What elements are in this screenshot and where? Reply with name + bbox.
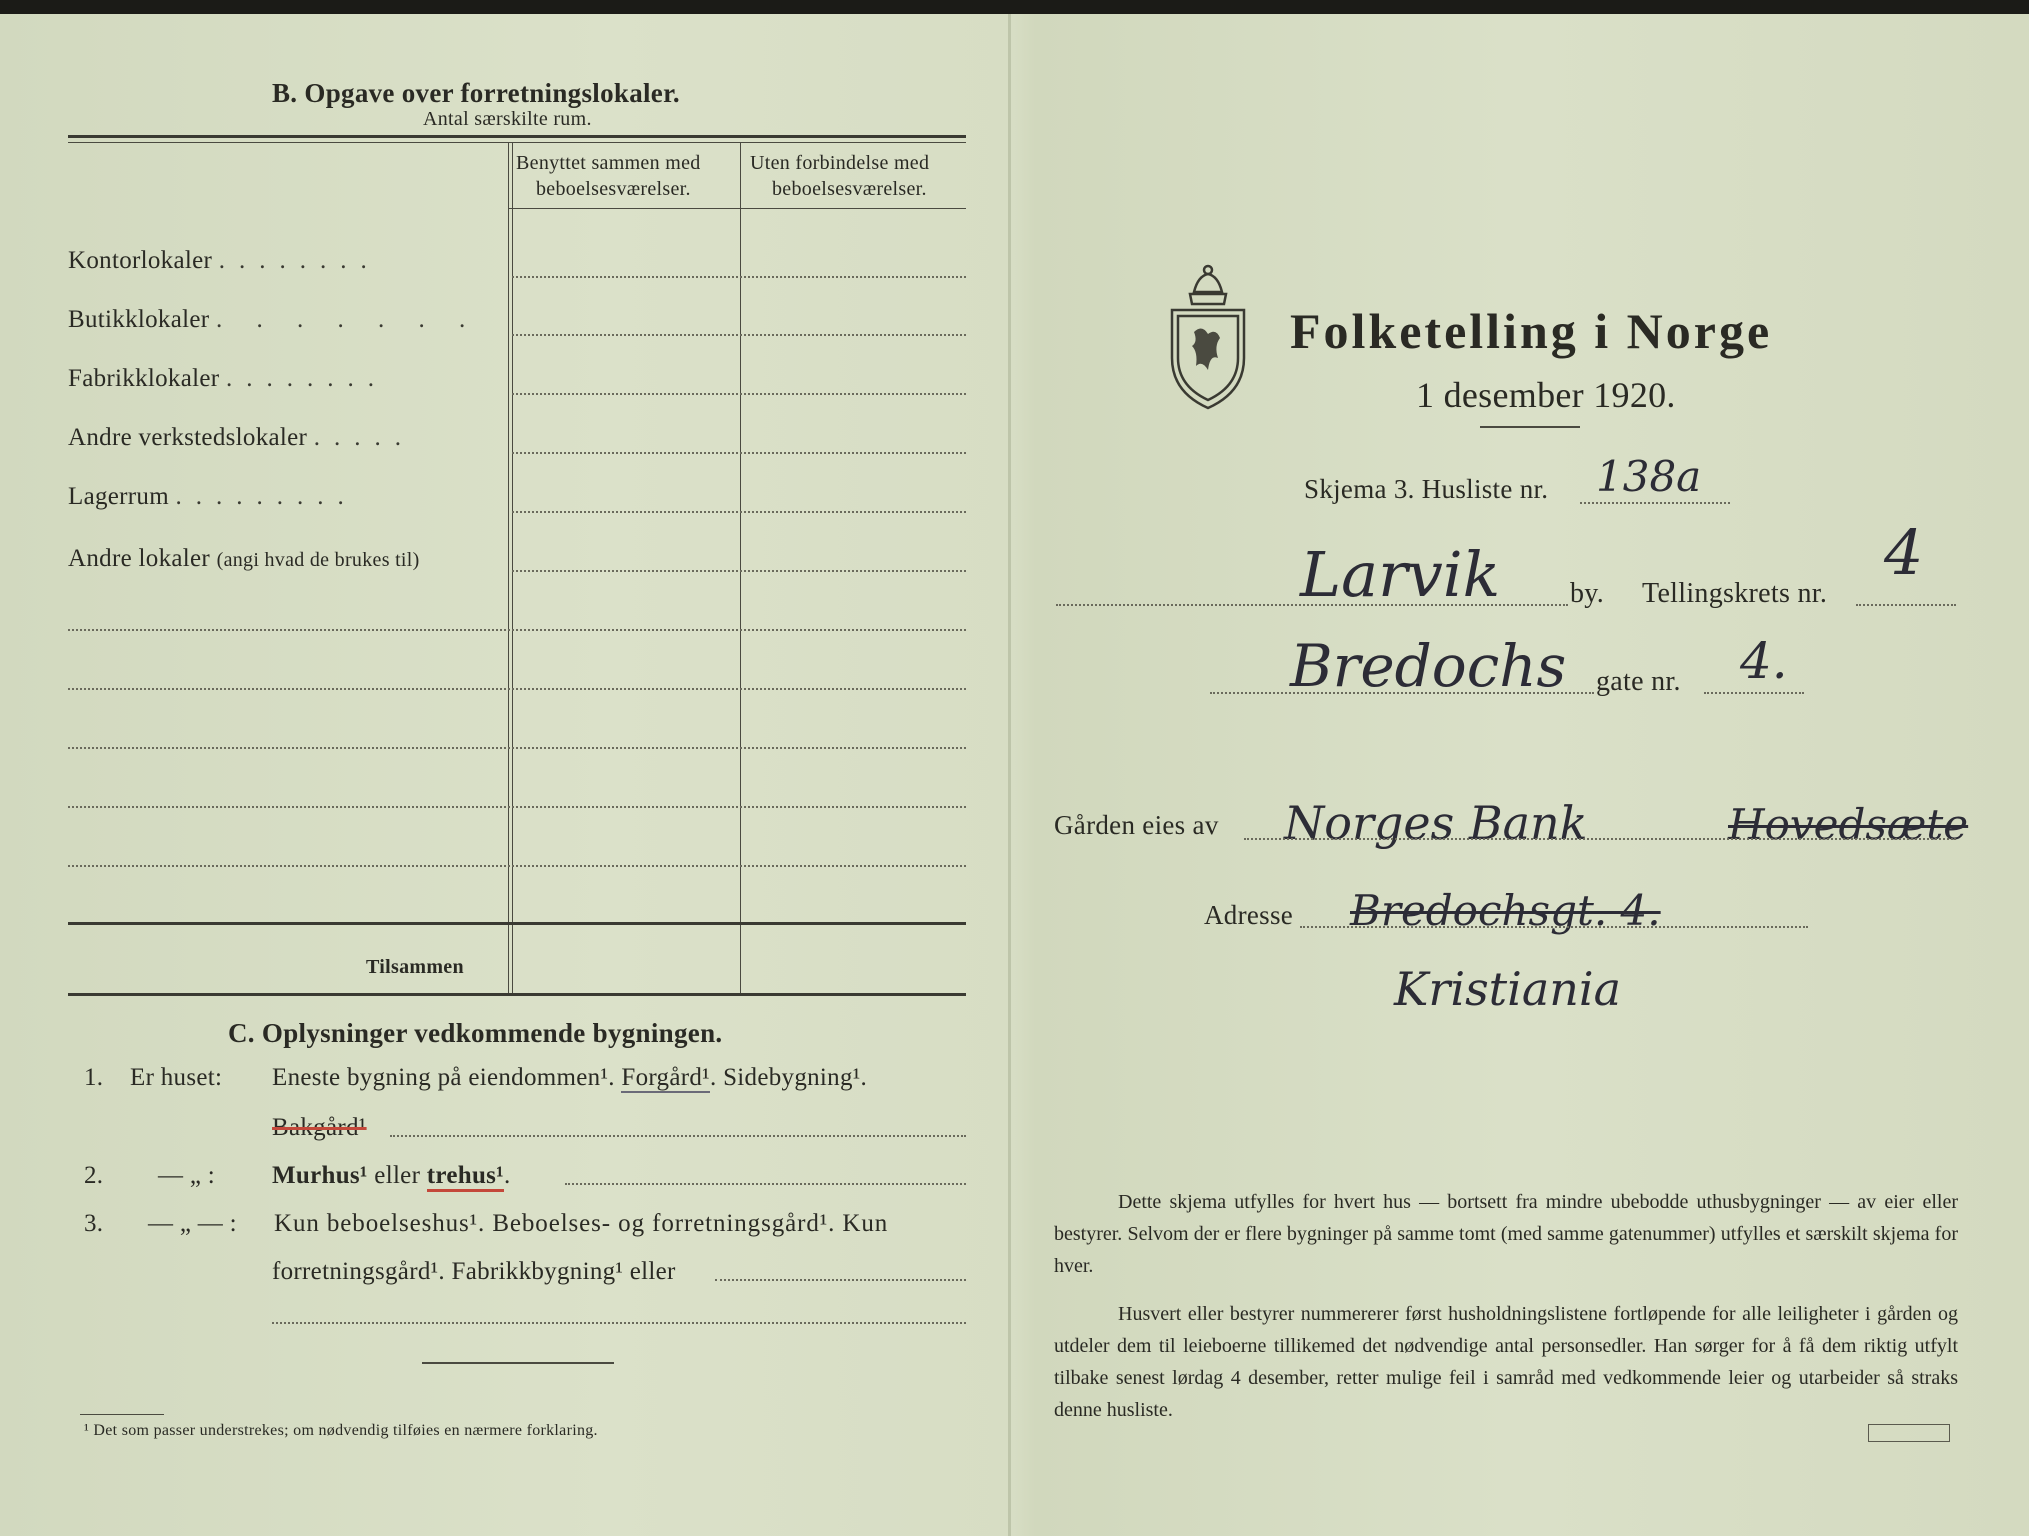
tellingskrets-nr-line [1856, 604, 1956, 606]
q1-forgard-underlined: Forgård¹ [621, 1064, 710, 1091]
gate-line [1210, 692, 1594, 694]
q3-line2: forretningsgård¹. Fabrikkbygning¹ eller [272, 1258, 676, 1285]
q2-text: Murhus¹ eller trehus¹. [272, 1162, 511, 1190]
q2-fill-line [565, 1183, 966, 1185]
q2-number: 2. [84, 1162, 104, 1189]
form-title: Folketelling i Norge [1290, 303, 1773, 359]
col1-header-line1: Benyttet sammen med [516, 152, 701, 174]
by-line [1056, 604, 1568, 606]
section-c-end-rule [422, 1362, 614, 1364]
row-label-butikklokaler: Butikklokaler . . . . . . . [68, 306, 480, 333]
by-value: Larvik [1300, 538, 1501, 611]
gate-nr-line [1704, 692, 1804, 694]
col2-header-line2: beboelsesværelser. [772, 178, 927, 200]
q1-text: Eneste bygning på eiendommen¹. Forgård¹. Sidebygning¹. [272, 1064, 868, 1091]
section-b-title: B. Opgave over forretningslokaler. [272, 78, 680, 108]
by-label: by. [1570, 578, 1605, 609]
section-b-subtitle: Antal særskilte rum. [423, 108, 592, 130]
page-fold [1008, 14, 1011, 1536]
table-top-rule [68, 135, 966, 138]
header-bottom-rule [508, 208, 966, 209]
footnote-rule [80, 1414, 164, 1415]
q1-prefix: Er huset: [130, 1064, 223, 1091]
table-top-rule-2 [68, 142, 966, 143]
q2-prefix: — „ : [158, 1162, 216, 1189]
eier-line [1244, 838, 1956, 840]
row-label-fabrikklokaler: Fabrikklokaler ........ [68, 365, 388, 392]
q1-bakgard-struck: Bakgård¹ [272, 1114, 367, 1141]
row-line-4 [512, 452, 966, 454]
row-line-1 [512, 276, 966, 278]
adresse-struck-value: Bredochsgt. 4. [1350, 886, 1661, 935]
row-line-9 [68, 747, 966, 749]
total-top-rule [68, 922, 966, 925]
adresse-value: Kristiania [1394, 962, 1622, 1016]
col1-header-line2: beboelsesværelser. [536, 178, 691, 200]
instructions-paragraph-1: Dette skjema utfylles for hvert hus — bortsett fra mindre ubebodde uthusbygninger — av eier eller bestyrer. Selvom der er flere bygninger på samme tomt (med samme gatenummer) utfylles et særskilt skjema for hver. [1054, 1191, 1958, 1277]
q1-fill-line [390, 1135, 966, 1137]
row-line-3 [512, 393, 966, 395]
form-date: 1 desember 1920. [1416, 375, 1676, 415]
skjema-label: Skjema 3. Husliste nr. [1304, 474, 1549, 504]
column-divider-2 [740, 143, 741, 995]
row-line-5 [512, 511, 966, 513]
husliste-nr-value: 138a [1596, 452, 1702, 501]
date-rule [1480, 426, 1580, 428]
tellingskrets-nr-value: 4 [1884, 516, 1924, 589]
row-label-verkstedslokaler: Andre verkstedslokaler ..... [68, 424, 415, 451]
total-label: Tilsammen [366, 956, 464, 978]
q3-fill-line [715, 1279, 966, 1281]
husliste-nr-line [1580, 502, 1730, 504]
row-line-11 [68, 865, 966, 867]
adresse-line [1300, 926, 1808, 928]
q3-line1: Kun beboelseshus¹. Beboelses- og forretningsgård¹. Kun [274, 1210, 889, 1237]
gate-nr-value: 4. [1740, 632, 1788, 690]
norwegian-coat-of-arms-icon [1164, 262, 1252, 412]
printer-stamp-box [1868, 1424, 1950, 1442]
gate-value: Bredochs [1290, 632, 1567, 700]
row-label-kontorlokaler: Kontorlokaler ........ [68, 247, 381, 274]
row-line-8 [68, 688, 966, 690]
row-label-andre-lokaler: Andre lokaler (angi hvad de brukes til) [68, 545, 420, 572]
q3-number: 3. [84, 1210, 104, 1237]
q1-number: 1. [84, 1064, 104, 1091]
total-bottom-rule [68, 993, 966, 996]
eier-value: Norges Bank [1284, 796, 1588, 850]
row-line-7 [68, 629, 966, 631]
row-line-10 [68, 806, 966, 808]
col2-header-line1: Uten forbindelse med [750, 152, 930, 174]
tellingskrets-label: Tellingskrets nr. [1642, 578, 1828, 609]
row-line-6 [512, 570, 966, 572]
column-divider-1b [512, 143, 513, 995]
adresse-label: Adresse [1204, 900, 1294, 930]
eier-label: Gården eies av [1054, 810, 1219, 840]
q2-trehus-underlined: trehus¹ [427, 1162, 504, 1192]
gate-label: gate nr. [1596, 666, 1681, 697]
section-c-title: C. Oplysninger vedkommende bygningen. [228, 1018, 723, 1048]
q3-prefix: — „ — : [148, 1210, 237, 1237]
footnote: ¹ Det som passer understrekes; om nødvendig tilføies en nærmere forklaring. [84, 1422, 598, 1439]
row-line-2 [512, 334, 966, 336]
column-divider-1 [508, 143, 509, 995]
eier-struck-value: Hovedsæte [1728, 800, 1969, 849]
instructions-paragraph-2: Husvert eller bestyrer nummererer først husholdningslistene fortløpende for alle leiligheter i gården og utdeler dem til leieboerne tillikemed det nødvendige antal personsedler. Han sørger for å få dem riktig utfylt tilbake senest lørdag 4 desember, retter mulige feil i samråd med vedkommende leier og utarbeider så straks denne husliste. [1054, 1303, 1958, 1421]
q3-extra-line [272, 1322, 966, 1324]
row-label-lagerrum: Lagerrum ......... [68, 483, 358, 510]
